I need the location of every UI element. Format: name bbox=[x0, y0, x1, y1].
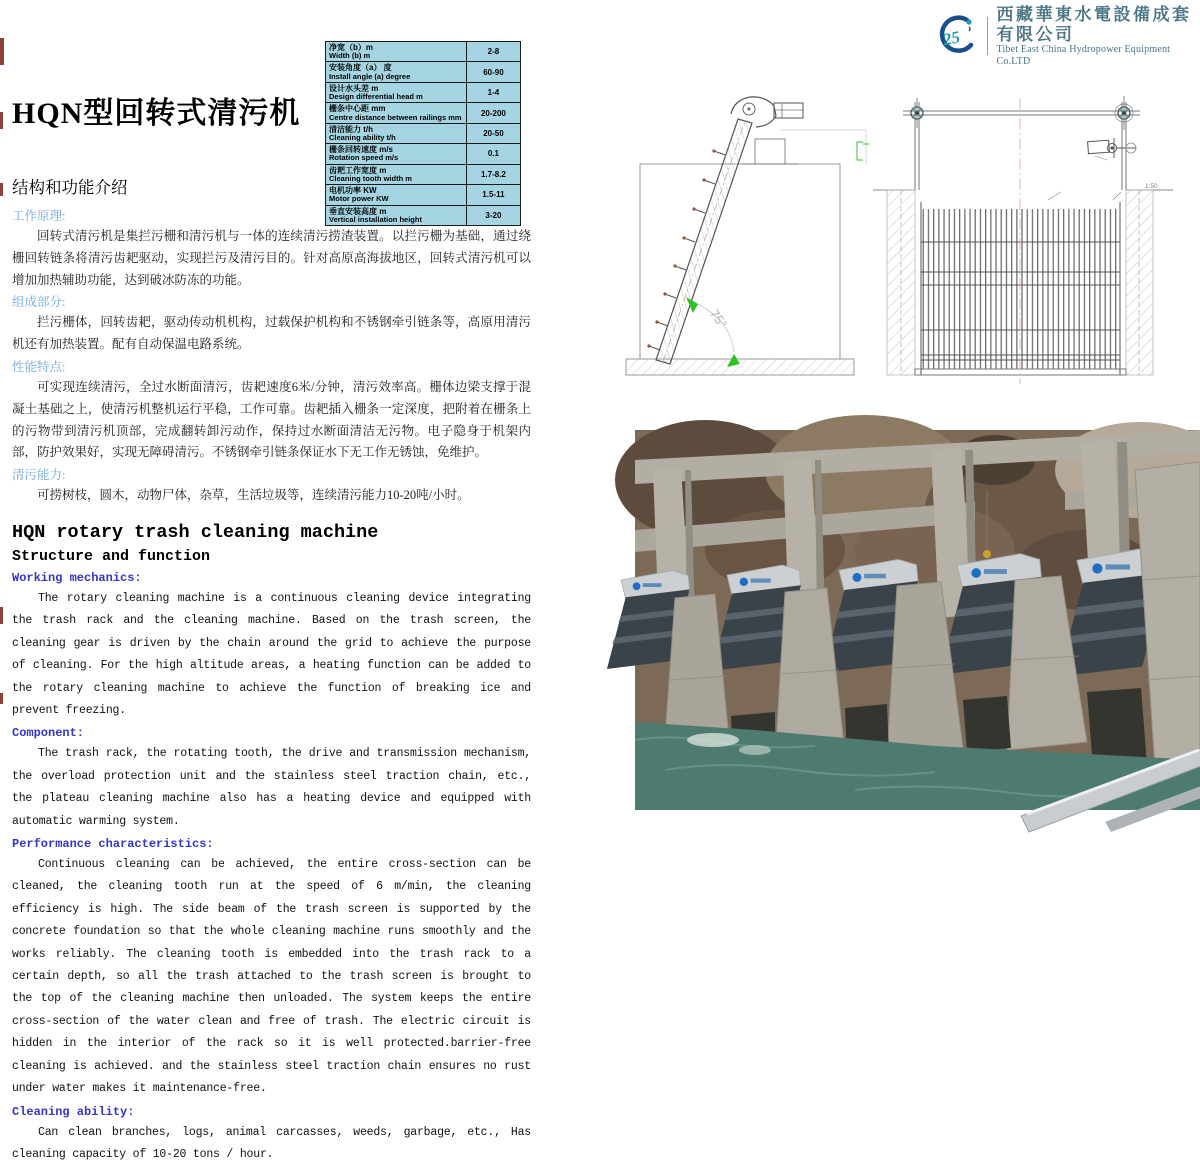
spec-value: 20-50 bbox=[466, 123, 520, 143]
spec-label-zh: 栅条回转速度 m/s bbox=[329, 145, 463, 154]
spec-label-zh: 垂直安装高度 m bbox=[329, 207, 463, 216]
section-title-en: Structure and function bbox=[12, 547, 531, 567]
spec-label-en: Motor power KW bbox=[329, 195, 463, 203]
spec-value: 2-8 bbox=[466, 42, 520, 62]
spec-label-zh: 栅条中心距 mm bbox=[329, 104, 463, 113]
page-edge-mark bbox=[0, 607, 3, 624]
spec-label-en: Design differential head m bbox=[329, 93, 463, 101]
side-view-technical-drawing bbox=[618, 92, 883, 397]
page-edge-mark bbox=[0, 183, 3, 196]
spec-label-zh: 净宽（b）m bbox=[329, 43, 463, 52]
zh-body-cleaning-ability: 可捞树枝，圆木，动物尸体，杂草，生活垃圾等，连续清污能力10-20吨/小时。 bbox=[12, 485, 531, 507]
svg-text:25: 25 bbox=[940, 27, 962, 49]
table-row bbox=[326, 62, 521, 82]
install-angle-label: 75° bbox=[707, 306, 731, 331]
page-title-zh: HQN型回转式清污机 bbox=[12, 97, 531, 131]
company-name-zh: 西藏華東水電設備成套有限公司 bbox=[996, 5, 1200, 44]
zh-body-working-principle: 回转式清污机是集拦污栅和清污机与一体的连续清污捞渣装置。以拦污栅为基础，通过绕栅回转链条将清污齿耙驱动，实现拦污及清污目的。针对高原高海拔地区，回转式清污机可以增加加热辅助功能，达到破冰防冻的功能。 bbox=[12, 226, 531, 291]
zh-body-components: 拦污栅体，回转齿耙，驱动传动机机构，过载保护机构和不锈钢牵引链条等，高原用清污机还有加热装置。配有自动保温电路系统。 bbox=[12, 312, 531, 356]
zh-heading-working-principle: 工作原理: bbox=[12, 208, 531, 224]
zh-heading-performance: 性能特点: bbox=[12, 359, 531, 375]
installation-photo bbox=[635, 430, 1200, 810]
page-title-en: HQN rotary trash cleaning machine bbox=[12, 521, 531, 545]
zh-body-performance: 可实现连续清污，全过水断面清污，齿耙速度6米/分钟，清污效率高。栅体边梁支撑于混凝土基础之上，使清污机整机运行平稳，工作可靠。齿耙插入栅条一定深度，把附着在栅条上的污物带到清污机顶部，完成翻转卸污动作，保持过水断面清洁无污物。电子隐身于机架内部，防护效果好，实现无障碍清污。不锈钢牵引链条保证水下无工作无锈蚀，免维护。 bbox=[12, 377, 531, 464]
page-edge-mark bbox=[0, 693, 3, 704]
spec-label-en: Width (b) m bbox=[329, 52, 463, 60]
company-logo bbox=[933, 5, 1200, 67]
spec-value: 60-90 bbox=[466, 62, 520, 82]
crescent-swirl-logo-icon bbox=[933, 14, 979, 58]
spec-value: 1.7-8.2 bbox=[466, 164, 520, 184]
spec-label-en: Centre distance between railings mm bbox=[329, 114, 463, 122]
front-view-technical-drawing bbox=[855, 92, 1200, 397]
en-heading-performance: Performance characteristics: bbox=[12, 836, 531, 852]
en-body-component: The trash rack, the rotating tooth, the drive and transmission mechanism, the overload protection unit and the stainless steel traction chain, etc., the plateau cleaning machine also has a heating device and equipped with automatic warming system. bbox=[12, 743, 531, 833]
table-row bbox=[326, 42, 521, 62]
spec-value: 1.5-11 bbox=[466, 185, 520, 205]
section-title-zh: 结构和功能介绍 bbox=[12, 177, 531, 199]
zh-heading-components: 组成部分: bbox=[12, 294, 531, 310]
en-heading-working-mechanics: Working mechanics: bbox=[12, 570, 531, 586]
en-body-cleaning-ability: Can clean branches, logs, animal carcasses, weeds, garbage, etc., Has cleaning capacity of 10-20 tons / hour. bbox=[12, 1122, 531, 1166]
spec-label-zh: 齿耙工作宽度 m bbox=[329, 166, 463, 175]
spec-label-zh: 电机功率 KW bbox=[329, 186, 463, 195]
company-name-en: Tibet East China Hydropower Equipment Co.LTD bbox=[996, 44, 1200, 67]
zh-heading-cleaning-ability: 清污能力: bbox=[12, 467, 531, 483]
spec-label-zh: 设计水头差 m bbox=[329, 84, 463, 93]
spec-label-en: Vertical installation height bbox=[329, 216, 463, 224]
spec-value: 3-20 bbox=[466, 205, 520, 225]
logo-divider bbox=[987, 17, 988, 55]
spec-label-en: Install angle (a) degree bbox=[329, 73, 463, 81]
spec-label-en: Rotation speed m/s bbox=[329, 154, 463, 162]
spec-value: 0.1 bbox=[466, 144, 520, 164]
drawing-scale-label: 1:50 bbox=[1145, 183, 1158, 190]
spec-label-en: Cleaning ability t/h bbox=[329, 134, 463, 142]
text-column bbox=[12, 97, 531, 1166]
page-edge-mark bbox=[0, 38, 4, 65]
en-heading-component: Component: bbox=[12, 725, 531, 741]
en-body-working-mechanics: The rotary cleaning machine is a continuous cleaning device integrating the trash rack and the cleaning machine. Based on the trash screen, the cleaning gear is driven by the chain around the grid to achieve the purpose of cleaning. For the high altitude areas, a heating function can be added to the rotary cleaning machine to achieve the function of breaking ice and prevent freezing. bbox=[12, 588, 531, 722]
spec-label-zh: 清洁能力 t/h bbox=[329, 125, 463, 134]
page-edge-mark bbox=[0, 112, 3, 129]
en-body-performance: Continuous cleaning can be achieved, the entire cross-section can be cleaned, the cleaning tooth run at the speed of 6 m/min, the cleaning efficiency is high. The side beam of the trash screen is supported by the concrete foundation so that the whole cleaning machine runs smoothly and the works reliably. The cleaning tooth is embedded into the trash rack to a certain depth, so all the trash attached to the trash screen is brought to the top of the cleaning machine then unloaded. The system keeps the entire cross-section of the water clean and free of trash. The electric circuit is hidden in the interior of the rack so it is well protected.barrier-free cleaning is achieved. and the stainless steel traction chain ensures no rust under water makes it maintenance-free. bbox=[12, 854, 531, 1100]
spec-label-zh: 安装角度（a） 度 bbox=[329, 63, 463, 72]
spec-value: 1-4 bbox=[466, 82, 520, 102]
spec-label-en: Cleaning tooth width m bbox=[329, 175, 463, 183]
en-heading-cleaning-ability: Cleaning ability: bbox=[12, 1104, 531, 1120]
spec-value: 20-200 bbox=[466, 103, 520, 123]
